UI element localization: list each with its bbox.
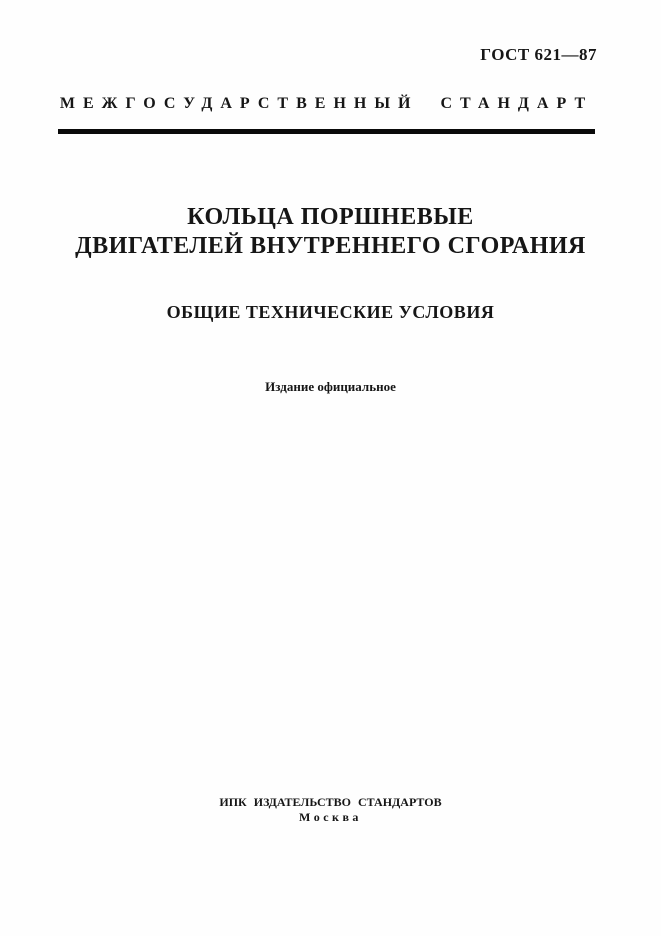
imprint xyxy=(30,795,631,825)
publisher-name: ИПК ИЗДАТЕЛЬСТВО СТАНДАРТОВ xyxy=(219,795,442,809)
doc-number: ГОСТ 621—87 xyxy=(480,45,597,64)
document-subtitle: ОБЩИЕ ТЕХНИЧЕСКИЕ УСЛОВИЯ xyxy=(166,302,495,322)
publisher-city: Москва xyxy=(299,810,362,824)
edition-note: Издание официальное xyxy=(265,379,396,394)
document-title xyxy=(30,203,631,261)
title-line-2: ДВИГАТЕЛЕЙ ВНУТРЕННЕГО СГОРАНИЯ xyxy=(75,233,586,259)
title-line-1: КОЛЬЦА ПОРШНЕВЫЕ xyxy=(187,204,474,230)
header-rule xyxy=(58,129,595,134)
standard-type-heading: МЕЖГОСУДАРСТВЕННЫЙ СТАНДАРТ xyxy=(59,95,594,112)
